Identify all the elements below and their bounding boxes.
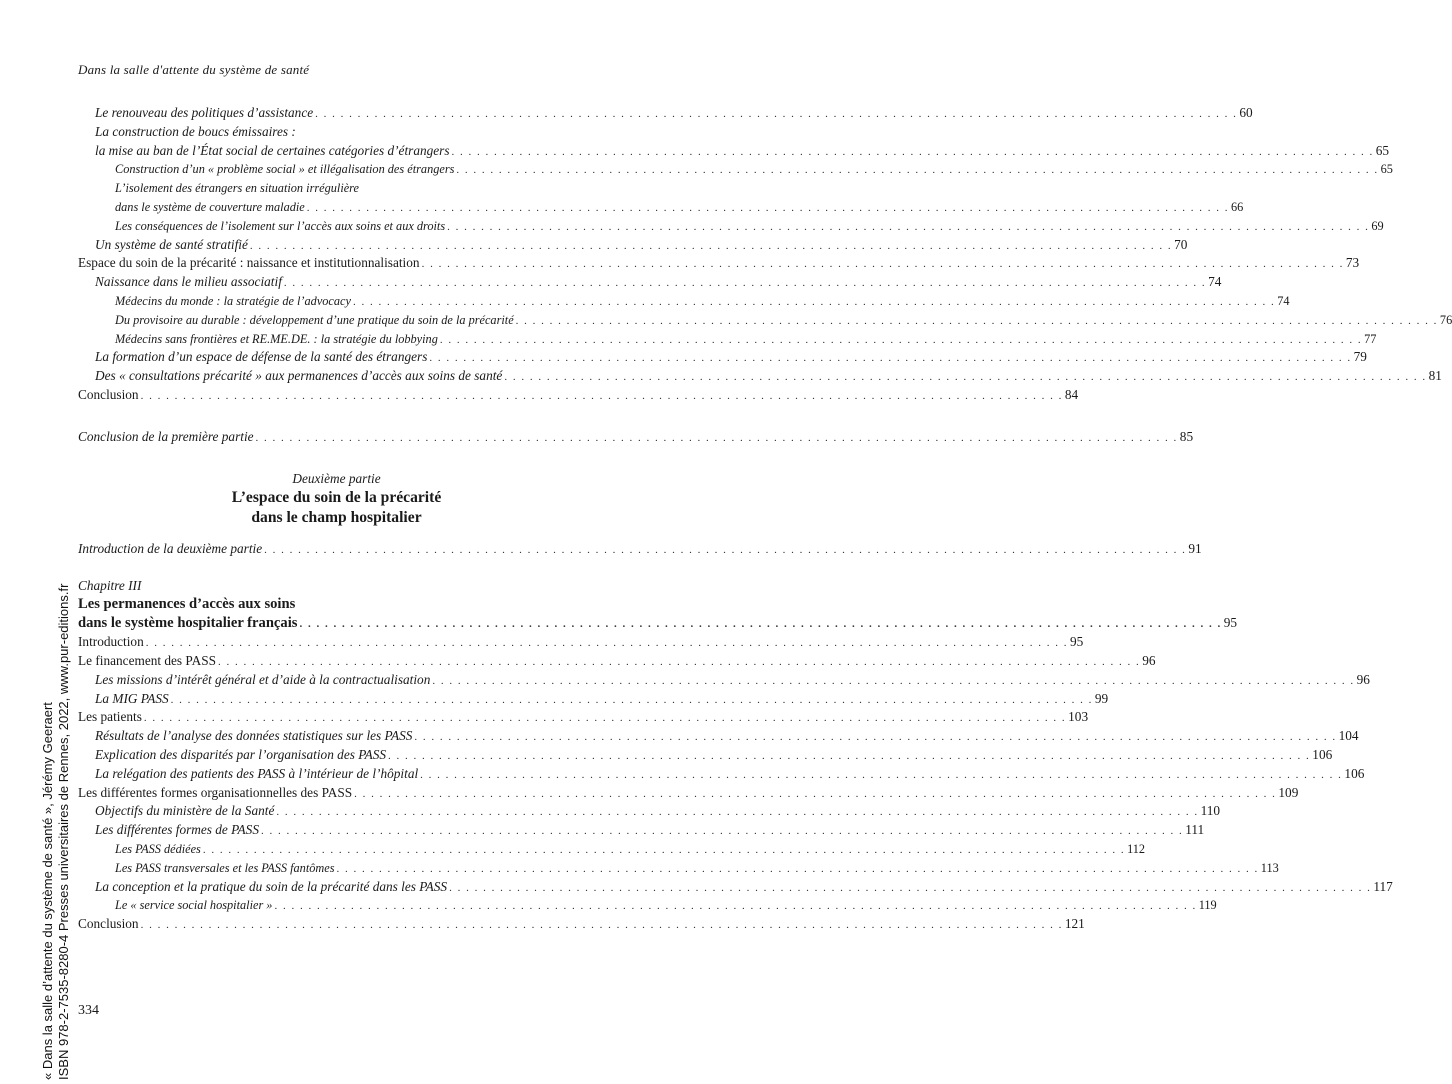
part-title-line2: dans le champ hospitalier (251, 508, 422, 526)
toc-entry[interactable]: Naissance dans le milieu associatif . . . 74 (78, 273, 595, 292)
toc-entry[interactable]: Construction d’un « problème social » et illégalisation des étrangers . . . 65 (78, 160, 595, 179)
table-of-contents (78, 104, 1452, 934)
toc-entry[interactable]: La conception et la pratique du soin de la précarité dans les PASS . . . 117 (78, 878, 595, 897)
toc-entry[interactable]: Conclusion . . . 84 (78, 386, 595, 405)
page-number: 334 (78, 1003, 99, 1018)
toc-entry[interactable]: Les conséquences de l’isolement sur l’accès aux soins et aux droits . . . 69 (78, 217, 595, 236)
toc-entry[interactable]: Objectifs du ministère de la Santé . . . 110 (78, 802, 595, 821)
toc-entry[interactable]: Introduction . . . 95 (78, 633, 595, 652)
toc-entry-heading: L’isolement des étrangers en situation irrégulière (115, 181, 359, 196)
part-label: Deuxième partie (292, 470, 381, 486)
toc-entry[interactable]: La formation d’un espace de défense de la santé des étrangers . . . 79 (78, 348, 595, 367)
toc-entry[interactable]: dans le système de couverture maladie . . . 66 (78, 198, 595, 217)
side-credit-line1: « Dans la salle d’attente du système de santé », Jérémy Geeraert (40, 702, 55, 1080)
toc-entry[interactable]: Les missions d’intérêt général et d’aide à la contractualisation . . . 96 (78, 671, 595, 690)
chapter-label: Chapitre III (78, 578, 142, 594)
toc-entry[interactable]: Du provisoire au durable : développement d’une pratique du soin de la précarité . . . 76 (78, 311, 595, 330)
toc-entry[interactable]: Les différentes formes organisationnelles des PASS . . . 109 (78, 784, 595, 803)
toc-entry[interactable]: La relégation des patients des PASS à l’intérieur de l’hôpital . . . 106 (78, 765, 595, 784)
toc-entry[interactable]: Les différentes formes de PASS . . . 111 (78, 821, 595, 840)
toc-entry-intro-part2[interactable]: Introduction de la deuxième partie . . . 91 (78, 540, 595, 559)
toc-entry[interactable]: Résultats de l’analyse des données statistiques sur les PASS . . . 104 (78, 727, 595, 746)
part-title-line1: L’espace du soin de la précarité (231, 488, 442, 506)
toc-entry[interactable]: Les PASS transversales et les PASS fantômes . . . 113 (78, 859, 595, 878)
toc-entry[interactable]: Des « consultations précarité » aux permanences d’accès aux soins de santé . . . 81 (78, 367, 595, 386)
toc-entry[interactable]: Les patients . . . 103 (78, 708, 595, 727)
toc-entry[interactable]: Explication des disparités par l’organisation des PASS . . . 106 (78, 746, 595, 765)
toc-entry[interactable]: Un système de santé stratifié . . . 70 (78, 236, 595, 255)
toc-entry[interactable]: Conclusion . . . 121 (78, 915, 595, 934)
toc-entry-conclusion-part1[interactable]: Conclusion de la première partie . . . 85 (78, 428, 595, 447)
toc-entry[interactable]: Le « service social hospitalier » . . . 119 (78, 896, 595, 915)
toc-entry[interactable]: La MIG PASS . . . 99 (78, 690, 595, 709)
toc-entry[interactable]: Le financement des PASS . . . 96 (78, 652, 595, 671)
side-credit-line2: ISBN 978-2-7535-8280-4 Presses universitaires de Rennes, 2022, www.pur-editions.fr (56, 583, 71, 1080)
toc-entry-chapter-title[interactable]: dans le système hospitalier français . . . 95 (78, 614, 595, 633)
chapter-title-line1: Les permanences d’accès aux soins (78, 596, 296, 613)
toc-entry[interactable]: la mise au ban de l’État social de certaines catégories d’étrangers . . . 65 (78, 142, 595, 161)
side-credit (40, 584, 72, 1080)
running-head: Dans la salle d'attente du système de santé (78, 62, 310, 77)
toc-entry[interactable]: Espace du soin de la précarité : naissance et institutionnalisation . . . 73 (78, 254, 595, 273)
part-heading (78, 469, 595, 528)
toc-entry[interactable]: Médecins sans frontières et RE.ME.DE. : la stratégie du lobbying . . . 77 (78, 330, 595, 349)
toc-entry-heading: La construction de boucs émissaires : (95, 123, 296, 139)
toc-entry[interactable]: Les PASS dédiées . . . 112 (78, 840, 595, 859)
toc-entry[interactable]: Le renouveau des politiques d’assistance . . . 60 (78, 104, 595, 123)
toc-entry[interactable]: Médecins du monde : la stratégie de l’advocacy . . . 74 (78, 292, 595, 311)
